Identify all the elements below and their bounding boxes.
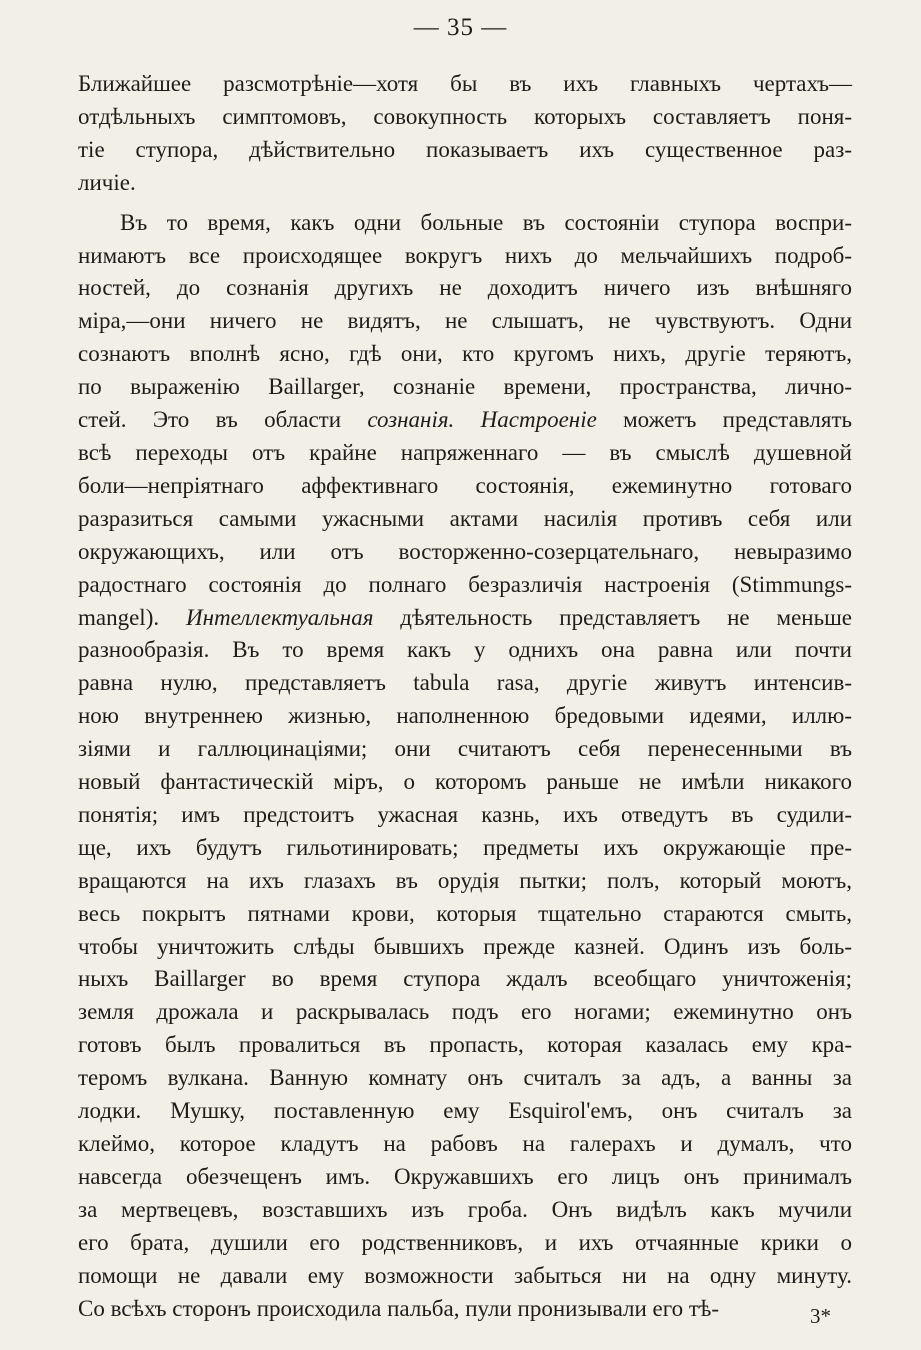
text-line: mangel). Интеллектуальная дѣятельность представляетъ не меньше <box>78 604 852 630</box>
text-line: разнообразія. Въ то время какъ у однихъ она равна или почти <box>78 637 852 663</box>
text-line: сознаютъ вполнѣ ясно, гдѣ они, кто кругомъ нихъ, другіе теряютъ, <box>78 341 852 367</box>
text-line: ныхъ Baillarger во время ступора ждалъ всеобщаго уничтоженія; <box>78 966 852 992</box>
text-line: равна нулю, представляетъ tabula rasa, другіе живутъ интенсив- <box>78 670 852 696</box>
text-line: ностей, до сознанія другихъ не доходитъ ничего изъ внѣшняго <box>78 275 852 301</box>
text-line: боли—непріятнаго аффективнаго состоянія, ежеминутно готоваго <box>78 472 852 498</box>
emphasis: Настроеніе <box>480 407 597 433</box>
text-line: личіе. <box>78 169 136 195</box>
text-line: чтобы уничтожить слѣды бывшихъ прежде казней. Одинъ изъ боль- <box>78 933 852 959</box>
text-line: за мертвецевъ, возставшихъ изъ гроба. Онъ видѣлъ какъ мучили <box>78 1196 852 1222</box>
emphasis: Интеллектуальная <box>186 604 374 630</box>
text-line: навсегда обезчещенъ имъ. Окружавшихъ его лицъ онъ принималъ <box>78 1163 852 1189</box>
text-line: вращаются на ихъ глазахъ въ орудія пытки; полъ, который моютъ, <box>78 867 852 893</box>
text-line: помощи не давали ему возможности забыться ни на одну минуту. <box>78 1262 852 1288</box>
text-line: его брата, душили его родственниковъ, и ихъ отчаянные крики о <box>78 1229 852 1255</box>
text-line: Со всѣхъ сторонъ происходила пальба, пули пронизывали его тѣ- <box>78 1295 720 1321</box>
text-line: радостнаго состоянія до полнаго безразличія настроенія (Stimmungs- <box>78 571 852 597</box>
text-line: нимаютъ все происходящее вокругъ нихъ до мельчайшихъ подроб- <box>78 242 852 268</box>
text-line: ще, ихъ будутъ гильотинировать; предметы ихъ окружающіе пре- <box>78 834 852 860</box>
text-line: по выраженію Baillarger, сознаніе времени, пространства, лично- <box>78 374 852 400</box>
text-line: ною внутреннею жизнью, наполненною бредовыми идеями, иллю- <box>78 703 852 729</box>
page-number: — 35 — <box>413 14 508 41</box>
text-line: окружающихъ, или отъ восторженно-созерцательнаго, невыразимо <box>78 538 852 564</box>
text-line: теромъ вулкана. Ванную комнату онъ считалъ за адъ, а ванны за <box>78 1065 852 1091</box>
text-line: лодки. Мушку, поставленную ему Esquirol'емъ, онъ считалъ за <box>78 1098 852 1124</box>
paragraph <box>78 207 852 1326</box>
text-line: зіями и галлюцинаціями; они считаютъ себя перенесенными въ <box>78 736 852 762</box>
text-line: тіе ступора, дѣйствительно показываетъ ихъ существенное раз- <box>78 136 852 162</box>
text-line: клеймо, которое кладутъ на рабовъ на галерахъ и думалъ, что <box>78 1131 852 1156</box>
text-line: земля дрожала и раскрывалась подъ его ногами; ежеминутно онъ <box>78 999 852 1025</box>
paragraph <box>78 68 852 200</box>
text-line: разразиться самыми ужасными актами насилія противъ себя или <box>78 505 852 531</box>
text-line: всѣ переходы отъ крайне напряженнаго — въ смыслѣ душевной <box>78 439 852 465</box>
text-line: отдѣльныхъ симптомовъ, совокупность которыхъ составляетъ поня- <box>78 103 852 129</box>
body-text <box>78 68 852 1325</box>
signature-mark: 3* <box>810 1304 831 1328</box>
text-line: Ближайшее разсмотрѣніе—хотя бы въ ихъ главныхъ чертахъ— <box>78 71 852 96</box>
text-line: Въ то время, какъ одни больные въ состояніи ступора воспри- <box>120 209 852 235</box>
emphasis: сознанія. <box>367 407 455 433</box>
text-line: стей. Это въ области сознанія. Настроеніе можетъ представлять <box>78 407 852 433</box>
text-line: новый фантастическій міръ, о которомъ раньше не имѣли никакого <box>78 769 852 795</box>
text-line: міра,—они ничего не видятъ, не слышатъ, не чувствуютъ. Одни <box>78 308 852 334</box>
text-line: весь покрытъ пятнами крови, которыя тщательно стараются смыть, <box>78 900 852 926</box>
text-line: понятія; имъ предстоитъ ужасная казнь, ихъ отведутъ въ судили- <box>78 801 852 827</box>
text-line: готовъ былъ провалиться въ пропасть, которая казалась ему кра- <box>78 1032 852 1058</box>
